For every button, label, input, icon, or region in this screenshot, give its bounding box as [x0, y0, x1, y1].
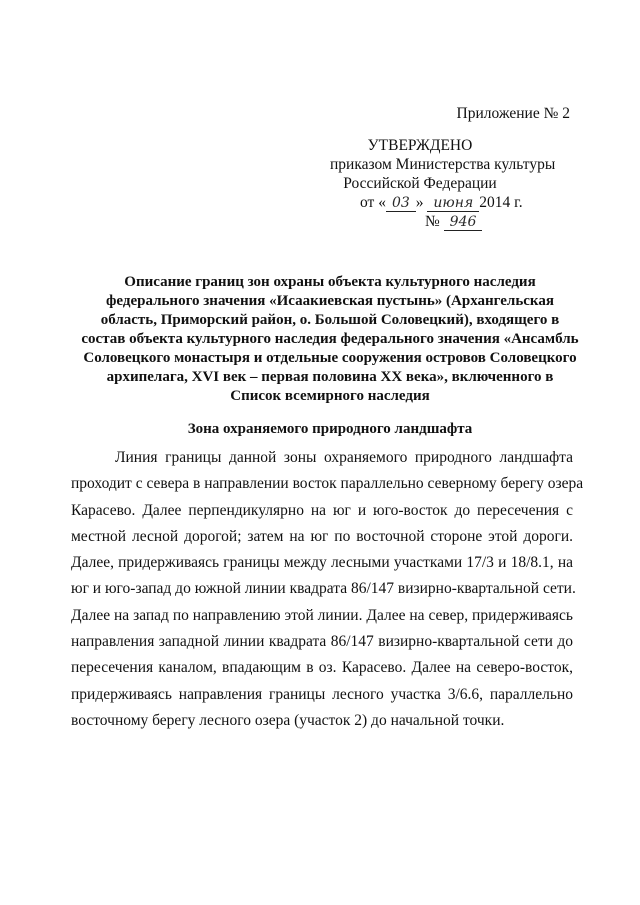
body-line: направления западной линии квадрата 86/147 визирно-квартальной сети до [71, 633, 573, 651]
title-line: федерального значения «Исаакиевская пустынь» (Архангельская [106, 293, 554, 309]
title-line: Список всемирного наследия [230, 388, 430, 404]
title-line: состав объекта культурного наследия федерального значения «Ансамбль [81, 331, 579, 347]
body-line: придерживаясь направления границы лесного участка 3/6.6, параллельно [71, 685, 573, 703]
date-prefix: от « [360, 194, 386, 211]
body-line: восточному берегу лесного озера (участок 2) до начальной точки. [71, 711, 505, 729]
approval-block [330, 136, 556, 231]
title-line: Описание границ зон охраны объекта культурного наследия [124, 274, 536, 290]
date-month-handwritten: июня [427, 196, 479, 212]
number-prefix: № [425, 213, 440, 230]
date-mid: » [415, 194, 424, 211]
approval-number [425, 212, 510, 231]
number-value-handwritten: 946 [444, 215, 483, 231]
body-line: Линия границы данной зоны охраняемого природного ландшафта [115, 449, 573, 466]
title-line: область, Приморский район, о. Большой Соловецкий), входящего в [100, 312, 560, 328]
date-year: 2014 г. [479, 194, 523, 211]
title-line: Соловецкого монастыря и отдельные сооружения островов Соловецкого [83, 350, 577, 366]
body-line: местной лесной дорогой; затем на юг по восточной стороне этой дороги. [71, 527, 573, 545]
appendix-label: Приложение № 2 [456, 105, 570, 122]
section-heading: Зона охраняемого природного ландшафта [187, 421, 473, 437]
approval-date [360, 193, 523, 212]
document-title [80, 273, 580, 406]
body-line: Далее на запад по направлению этой линии. Далее на север, придерживаясь [71, 606, 573, 624]
approval-order-line-2: Российской Федерации [343, 175, 497, 192]
date-day-handwritten: 03 [386, 196, 416, 212]
body-line: Далее, придерживаясь границы между лесными участками 17/3 и 18/8.1, на [71, 554, 573, 572]
title-line: архипелага, XVI век – первая половина XX века», включенного в [106, 369, 554, 385]
body-line: юг и юго-запад до южной линии квадрата 86/147 визирно-квартальной сети. [71, 580, 576, 598]
section-body [71, 445, 584, 734]
approval-stamp: УТВЕРЖДЕНО [367, 137, 473, 154]
approval-order-line-1: приказом Министерства культуры [330, 156, 556, 173]
body-line: Карасево. Далее перпендикулярно на юг и юго-восток до пересечения с [71, 501, 573, 519]
body-line: пересечения каналом, впадающим в оз. Карасево. Далее на северо-восток, [71, 659, 573, 677]
body-line: проходит с севера в направлении восток параллельно северному берегу озера [71, 475, 584, 493]
